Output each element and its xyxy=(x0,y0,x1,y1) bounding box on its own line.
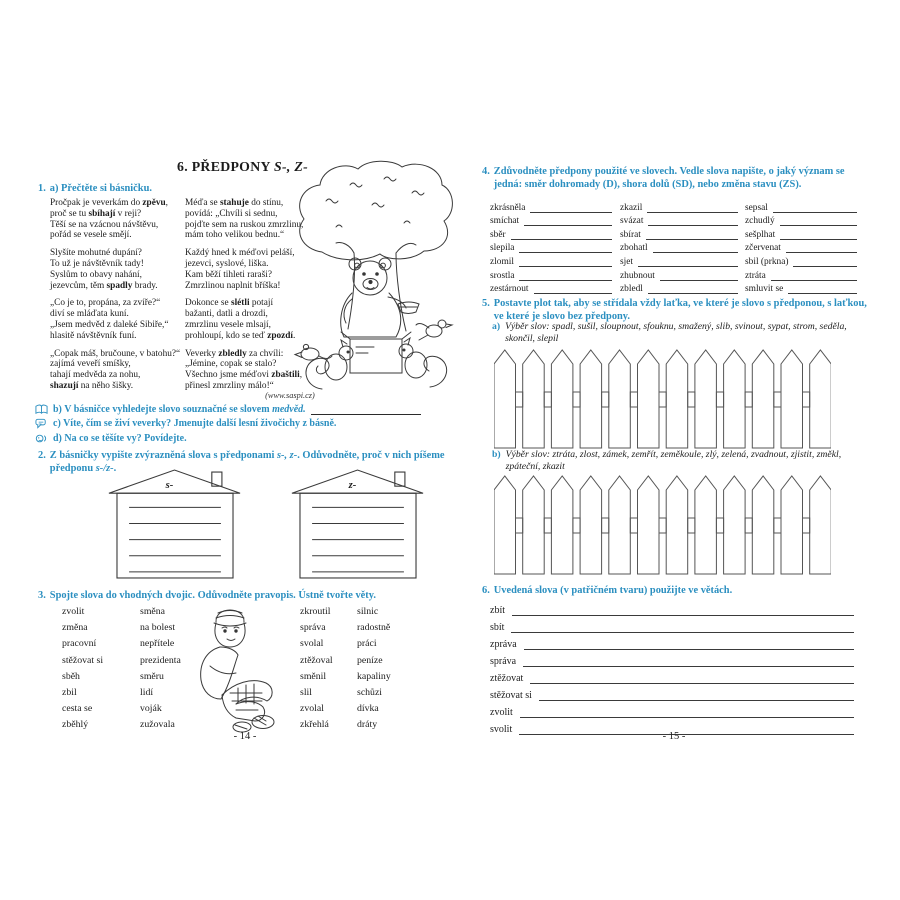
word-item: pracovní xyxy=(62,638,97,650)
word-blank-row xyxy=(745,281,857,295)
sentence-line xyxy=(512,603,854,616)
poem-line: jezevci, syslové, liška. xyxy=(185,258,269,269)
poem-line: pořád se vesele smějí. xyxy=(50,230,132,241)
answer-line xyxy=(647,202,738,213)
sentence-row xyxy=(490,701,854,718)
word-item: stěžovat si xyxy=(62,654,104,666)
word-item: silnic xyxy=(357,606,379,617)
word-label: zvolit xyxy=(490,707,513,718)
answer-line xyxy=(653,242,738,253)
sentence-line xyxy=(539,688,854,701)
word-item: směnil xyxy=(300,670,327,682)
poem-line: „Co je to, propána, za zvíře?“ xyxy=(50,298,161,309)
word-label: svázat xyxy=(620,216,644,227)
word-label: zbohatl xyxy=(620,243,648,254)
exercise1-number: 1. xyxy=(38,183,46,194)
poem-line: zmrzlinu vesele mlsají, xyxy=(185,319,271,330)
task-b-text: b) V básničce vyhledejte slovo souznačné se slovem medvěd. xyxy=(53,403,306,415)
word-label: srostla xyxy=(490,270,515,281)
answer-line xyxy=(773,202,857,213)
answer-line xyxy=(646,229,738,240)
answer-line xyxy=(793,256,857,267)
sentence-line xyxy=(520,705,854,718)
word-item: kapaliny xyxy=(357,670,391,682)
word-blank-row xyxy=(745,267,857,281)
poem-line: To už je návštěvník tady! xyxy=(50,258,144,269)
word-item: správa xyxy=(300,622,326,634)
task-d xyxy=(35,431,450,446)
word-label: zlomil xyxy=(490,256,514,267)
sentence-row xyxy=(490,633,854,650)
speaking-icon xyxy=(35,433,48,444)
word-item: cesta se xyxy=(62,703,93,715)
answer-line xyxy=(519,256,612,267)
exercise3-number: 3. xyxy=(38,590,46,601)
poem-line: jezevcům, těm spadly brady. xyxy=(50,280,158,291)
sentence-row xyxy=(490,667,854,684)
word-item: zběhlý xyxy=(62,719,89,731)
answer-line xyxy=(511,229,612,240)
poem-stanza xyxy=(50,298,188,341)
word-label: sběr xyxy=(490,229,506,240)
word-label: sešplhat xyxy=(745,229,776,240)
exercise6-number: 6. xyxy=(482,585,490,596)
word-blank-row xyxy=(745,253,857,267)
word-blank-row xyxy=(620,199,738,213)
ex5a-words: Výběr slov: spadl, sušil, sloupnout, sfouknu, smažený, slib, svinout, sypat, strom, seděla, skončil, slepil xyxy=(505,321,847,344)
exercise4-heading xyxy=(482,166,874,191)
word-item: na bolest xyxy=(140,622,176,634)
word-label: zkazil xyxy=(620,202,643,213)
task-d-text: d) Na co se těšíte vy? Povídejte. xyxy=(53,432,187,444)
word-item: schůzi xyxy=(357,687,383,699)
word-blank-row xyxy=(490,213,612,227)
sentence-line xyxy=(511,620,854,633)
exercise4-heading-text: Zdůvodněte předpony použité ve slovech. Vedle slova napište, o jaký význam se jedná: směr dohromady (D), shora dolů (SD), nebo změna stavu (ZS). xyxy=(493,166,845,190)
word-label: sepsal xyxy=(745,202,768,213)
exercise5-heading-text: Postavte plot tak, aby se střídala vždy laťka, ve které je slovo s předponou, s laťkou, ve které je slovo bez předpony. xyxy=(493,298,867,322)
task-b xyxy=(35,402,450,417)
word-label: zbledl xyxy=(620,284,643,295)
poem-line: prohloupí, kdo se teď zpozdí. xyxy=(185,330,296,341)
word-label: zčervenat xyxy=(745,243,781,254)
poem-line: Syslům to obavy nahání, xyxy=(50,269,142,280)
word-blank-row xyxy=(620,226,738,240)
word-item: svolal xyxy=(300,638,324,650)
page-number-right: - 15 - xyxy=(662,731,686,742)
sentence-row xyxy=(490,684,854,701)
ex4-column-1 xyxy=(490,199,612,294)
word-item: radostně xyxy=(357,622,391,634)
answer-line xyxy=(648,283,738,294)
word-blank-row xyxy=(620,253,738,267)
poem-stanza xyxy=(50,349,188,392)
ex4-column-2 xyxy=(620,199,738,294)
word-label: správa xyxy=(490,656,517,667)
poem-line: Méďa se stahuje do stínu, xyxy=(185,198,284,208)
poem-line: přinesl zmrzliny málo!“ xyxy=(185,380,274,391)
ex6-sentence-rows xyxy=(490,599,854,735)
word-item: dívka xyxy=(357,703,379,715)
word-blank-row xyxy=(490,253,612,267)
page-15 xyxy=(460,0,900,900)
exercise1-subtasks xyxy=(35,402,450,446)
word-label: zhubnout xyxy=(620,270,655,281)
poem-line: hlasitě návštěvník funí. xyxy=(50,330,137,341)
word-label: svolit xyxy=(490,724,513,735)
answer-line xyxy=(519,242,612,253)
exercise3-heading-text: Spojte slova do vhodných dvojic. Odůvodněte pravopis. Ústně tvořte věty. xyxy=(49,590,376,601)
answer-blank xyxy=(311,404,421,415)
poem-line: „Jsem medvěd z daleké Sibiře,“ xyxy=(50,319,169,330)
word-blank-row xyxy=(620,213,738,227)
poem-line: Veverky zbledly za chvíli: xyxy=(185,348,284,359)
sentence-line xyxy=(524,637,854,650)
bear-under-tree-illustration xyxy=(292,157,457,397)
poem-line: tahají medvěda za nohu, xyxy=(50,370,141,381)
word-label: ztěžovat xyxy=(490,673,524,684)
exercise5-heading xyxy=(482,298,874,323)
answer-line xyxy=(638,256,738,267)
ex5b-words: Výběr slov: ztráta, zlost, zámek, zemřít, zeměkoule, zlý, zelená, zvadnout, zjistit, změkl, zpáteční, zkazit xyxy=(505,449,842,472)
word-label: smíchat xyxy=(490,216,520,227)
task-c xyxy=(35,417,450,432)
word-item: slil xyxy=(300,687,312,699)
poem-line: Pročpak je veverkám do zpěvu, xyxy=(50,198,168,208)
svg-text:z-: z- xyxy=(348,480,357,492)
sentence-line xyxy=(530,671,854,684)
poem-line: shazují na něho šišky. xyxy=(50,380,134,391)
word-item: sběh xyxy=(62,670,80,682)
ex3-word-column-1 xyxy=(62,604,103,734)
poem-line: „Jémine, copak se stalo? xyxy=(185,359,277,370)
chat-icon xyxy=(35,418,48,429)
poem-line: povídá: „Chvíli si sednu, xyxy=(185,208,278,219)
answer-line xyxy=(771,270,857,281)
page-number-left: - 14 - xyxy=(233,731,257,742)
word-blank-row xyxy=(745,226,857,240)
exercise1-heading-text: a) Přečtěte si básničku. xyxy=(49,183,152,194)
word-blank-row xyxy=(745,199,857,213)
word-label: zestárnout xyxy=(490,284,529,295)
book-icon xyxy=(35,404,48,415)
word-blank-row xyxy=(620,267,738,281)
poem-line: Těší se na vzácnou návštěvu, xyxy=(50,219,159,230)
poem-stanza xyxy=(50,198,188,241)
ex5a-wordbank xyxy=(492,321,864,344)
word-item: zvolit xyxy=(62,606,85,617)
answer-line xyxy=(648,215,738,226)
poem-stanza xyxy=(50,248,188,291)
answer-line xyxy=(660,270,738,281)
ex3-word-column-4 xyxy=(357,604,391,734)
task-c-text: c) Víte, čím se živí veverky? Jmenujte další lesní živočichy z básně. xyxy=(53,418,337,430)
house-s-illustration xyxy=(100,467,250,580)
word-label: ztráta xyxy=(745,270,766,281)
exercise6-heading-text: Uvedená slova (v patřičném tvaru) použijte ve větách. xyxy=(493,585,733,596)
poem-attribution: (www.saspi.cz) xyxy=(265,391,315,400)
word-label: smluvit se xyxy=(745,284,784,295)
sitting-child-illustration xyxy=(178,598,290,736)
word-blank-row xyxy=(620,240,738,254)
word-blank-row xyxy=(490,226,612,240)
word-item: práci xyxy=(357,638,377,650)
word-item: lidí xyxy=(140,687,154,699)
word-label: sjet xyxy=(620,256,634,267)
ex5a-label: a) xyxy=(492,321,501,332)
sentence-row xyxy=(490,650,854,667)
exercise2-heading-text: Z básničky vypište zvýrazněná slova s předponami s-, z-. Odůvodněte, proč v nich píšeme předponu s-/z-. xyxy=(49,450,445,474)
poem-line: Každý hned k méďovi peláší, xyxy=(185,248,295,259)
exercise2-number: 2. xyxy=(38,450,46,461)
word-item: ztěžoval xyxy=(300,654,333,666)
svg-text:s-: s- xyxy=(165,480,174,492)
answer-line xyxy=(780,229,857,240)
poem-line: Všechno jsme méďovi zbaštili, xyxy=(185,370,303,381)
poem-line: zajímá veveří smíšky, xyxy=(50,359,131,370)
word-item: zvolal xyxy=(300,703,324,715)
ex3-word-column-2 xyxy=(140,604,181,734)
word-blank-row xyxy=(745,213,857,227)
poem-line: proč se tu sbíhají v reji? xyxy=(50,208,142,219)
poem-line: Slyšíte mohutné dupání? xyxy=(50,248,142,259)
sentence-row xyxy=(490,616,854,633)
answer-line xyxy=(519,270,612,281)
word-item: prezidenta xyxy=(140,654,181,666)
answer-line xyxy=(524,215,612,226)
answer-line xyxy=(780,215,857,226)
word-item: voják xyxy=(140,703,162,715)
word-item: nepřítele xyxy=(140,638,175,650)
sentence-line xyxy=(523,654,854,667)
word-label: slepila xyxy=(490,243,515,254)
answer-line xyxy=(534,283,612,294)
word-item: zbil xyxy=(62,687,77,699)
word-blank-row xyxy=(620,281,738,295)
house-z-illustration xyxy=(283,467,433,580)
answer-line xyxy=(786,242,857,253)
lesson-title-prefix: 6. PŘEDPONY xyxy=(177,159,274,174)
word-blank-row xyxy=(745,240,857,254)
word-blank-row xyxy=(490,267,612,281)
word-label: stěžovat si xyxy=(490,690,532,701)
exercise5-number: 5. xyxy=(482,298,490,309)
poem-line: Kam běží tihleti raraši? xyxy=(185,269,272,280)
poem-line: bažanti, datli a drozdi, xyxy=(185,309,268,320)
poem-line: diví se mláďata kuní. xyxy=(50,309,129,320)
word-label: zchudlý xyxy=(745,216,775,227)
sentence-row xyxy=(490,599,854,616)
ex5b-wordbank xyxy=(492,449,864,472)
word-label: sbírat xyxy=(620,229,641,240)
answer-line xyxy=(530,202,612,213)
word-label: sbít xyxy=(490,622,505,633)
answer-line xyxy=(788,283,857,294)
word-label: zkrásněla xyxy=(490,202,526,213)
exercise4-number: 4. xyxy=(482,166,490,177)
ex3-word-column-3 xyxy=(300,604,333,734)
poem-line: pojďte sem na ruskou zmrzlinu, xyxy=(185,219,304,230)
poem-line: Dokonce se slétli potají xyxy=(185,298,274,309)
fence-b-illustration xyxy=(494,474,831,576)
ex5b-label: b) xyxy=(492,449,501,460)
word-item: zkroutil xyxy=(300,606,331,617)
poem-line: „Copak máš, bručoune, v batohu?“ xyxy=(50,348,181,359)
ex4-column-3 xyxy=(745,199,857,294)
word-item: peníze xyxy=(357,654,383,666)
poem-line: Zmrzlinou naplnit bříška! xyxy=(185,280,281,291)
word-item: směna xyxy=(140,606,166,617)
exercise1-heading xyxy=(38,183,268,196)
word-item: zkřehlá xyxy=(300,719,329,731)
word-item: směru xyxy=(140,670,164,682)
word-label: sbil (prkna) xyxy=(745,256,789,267)
word-label: zbít xyxy=(490,605,505,616)
fence-a-illustration xyxy=(494,348,831,450)
word-item: zužovala xyxy=(140,719,175,731)
poem-column-1 xyxy=(50,198,188,399)
word-item: dráty xyxy=(357,719,378,731)
word-blank-row xyxy=(490,281,612,295)
poem-line: mám toho velikou bednu.“ xyxy=(185,230,285,241)
lesson-title-prefixes: S-, Z- xyxy=(273,159,308,174)
word-item: změna xyxy=(62,622,88,634)
word-blank-row xyxy=(490,199,612,213)
exercise6-heading xyxy=(482,585,874,598)
word-label: zpráva xyxy=(490,639,517,650)
word-blank-row xyxy=(490,240,612,254)
